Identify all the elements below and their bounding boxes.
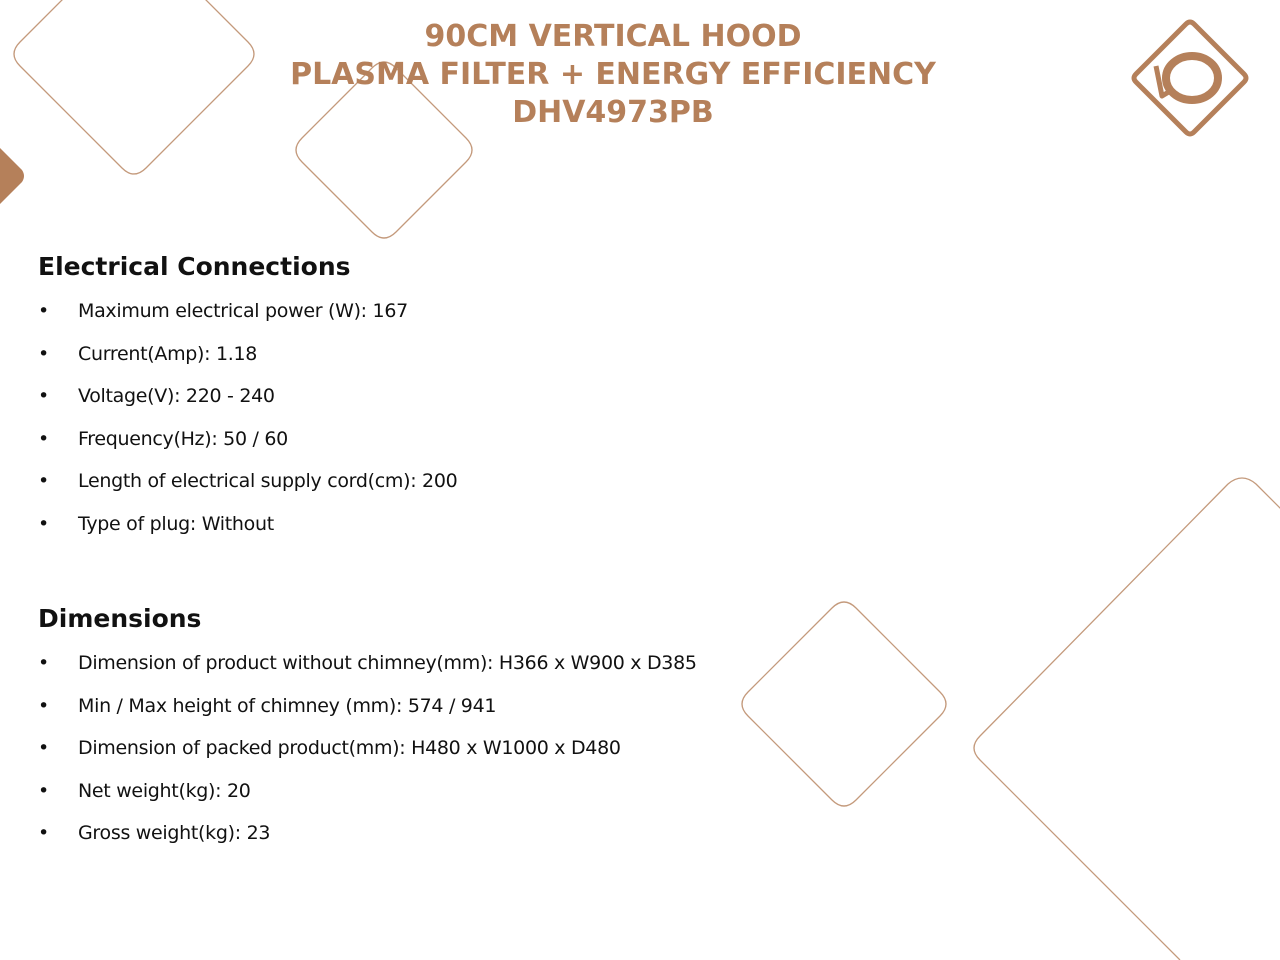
- list-item: [38, 341, 457, 384]
- title-line-1: 90CM VERTICAL HOOD: [424, 19, 802, 54]
- section-dimensions: [38, 604, 697, 863]
- list-item: [38, 693, 697, 736]
- list-item: [38, 511, 457, 554]
- list-item: [38, 778, 697, 821]
- spec-text: Dimension of packed product(mm): H480 x W1000 x D480: [78, 737, 621, 759]
- section-electrical-connections: [38, 252, 457, 553]
- section-heading: Electrical Connections: [38, 252, 351, 281]
- bullet-icon: •: [38, 300, 49, 322]
- list-item: [38, 820, 697, 863]
- spec-text: Frequency(Hz): 50 / 60: [78, 427, 288, 450]
- bullet-icon: •: [38, 342, 49, 365]
- spec-text: Dimension of product without chimney(mm): H366 x W900 x D385: [78, 652, 697, 674]
- post-horn-diamond-icon: [1128, 16, 1252, 140]
- spec-text: Min / Max height of chimney (mm): 574 / 941: [78, 694, 497, 717]
- list-item: [38, 650, 697, 693]
- decor-diamond-bottom-center: [742, 602, 946, 806]
- spec-text: Maximum electrical power (W): 167: [78, 300, 408, 322]
- page-title: [240, 18, 986, 132]
- decor-diamond-top-left: [14, 0, 254, 174]
- section-heading: Dimensions: [38, 604, 202, 633]
- spec-text: Current(Amp): 1.18: [78, 342, 258, 365]
- spec-list: [38, 298, 457, 553]
- bullet-icon: •: [38, 652, 49, 674]
- list-item: [38, 383, 457, 426]
- bullet-icon: •: [38, 427, 49, 450]
- list-item: [38, 298, 457, 341]
- bullet-icon: •: [38, 385, 49, 407]
- bullet-icon: •: [38, 779, 49, 802]
- bullet-icon: •: [38, 470, 49, 492]
- list-item: [38, 426, 457, 469]
- bullet-icon: •: [38, 512, 49, 535]
- bullet-icon: •: [38, 737, 49, 759]
- bullet-icon: •: [38, 694, 49, 717]
- spec-list: [38, 650, 697, 863]
- decor-edge-triangle: [0, 148, 24, 204]
- title-line-3: DHV4973PB: [512, 95, 714, 130]
- title-line-2: PLASMA FILTER + ENERGY EFFICIENCY: [290, 57, 936, 92]
- spec-text: Voltage(V): 220 - 240: [78, 385, 275, 407]
- bullet-icon: •: [38, 822, 49, 844]
- spec-text: Gross weight(kg): 23: [78, 822, 271, 844]
- spec-text: Length of electrical supply cord(cm): 200: [78, 470, 458, 492]
- spec-text: Net weight(kg): 20: [78, 779, 251, 802]
- list-item: [38, 735, 697, 778]
- decor-diamond-bottom-right: [974, 478, 1280, 960]
- spec-text: Type of plug: Without: [78, 512, 274, 535]
- list-item: [38, 468, 457, 511]
